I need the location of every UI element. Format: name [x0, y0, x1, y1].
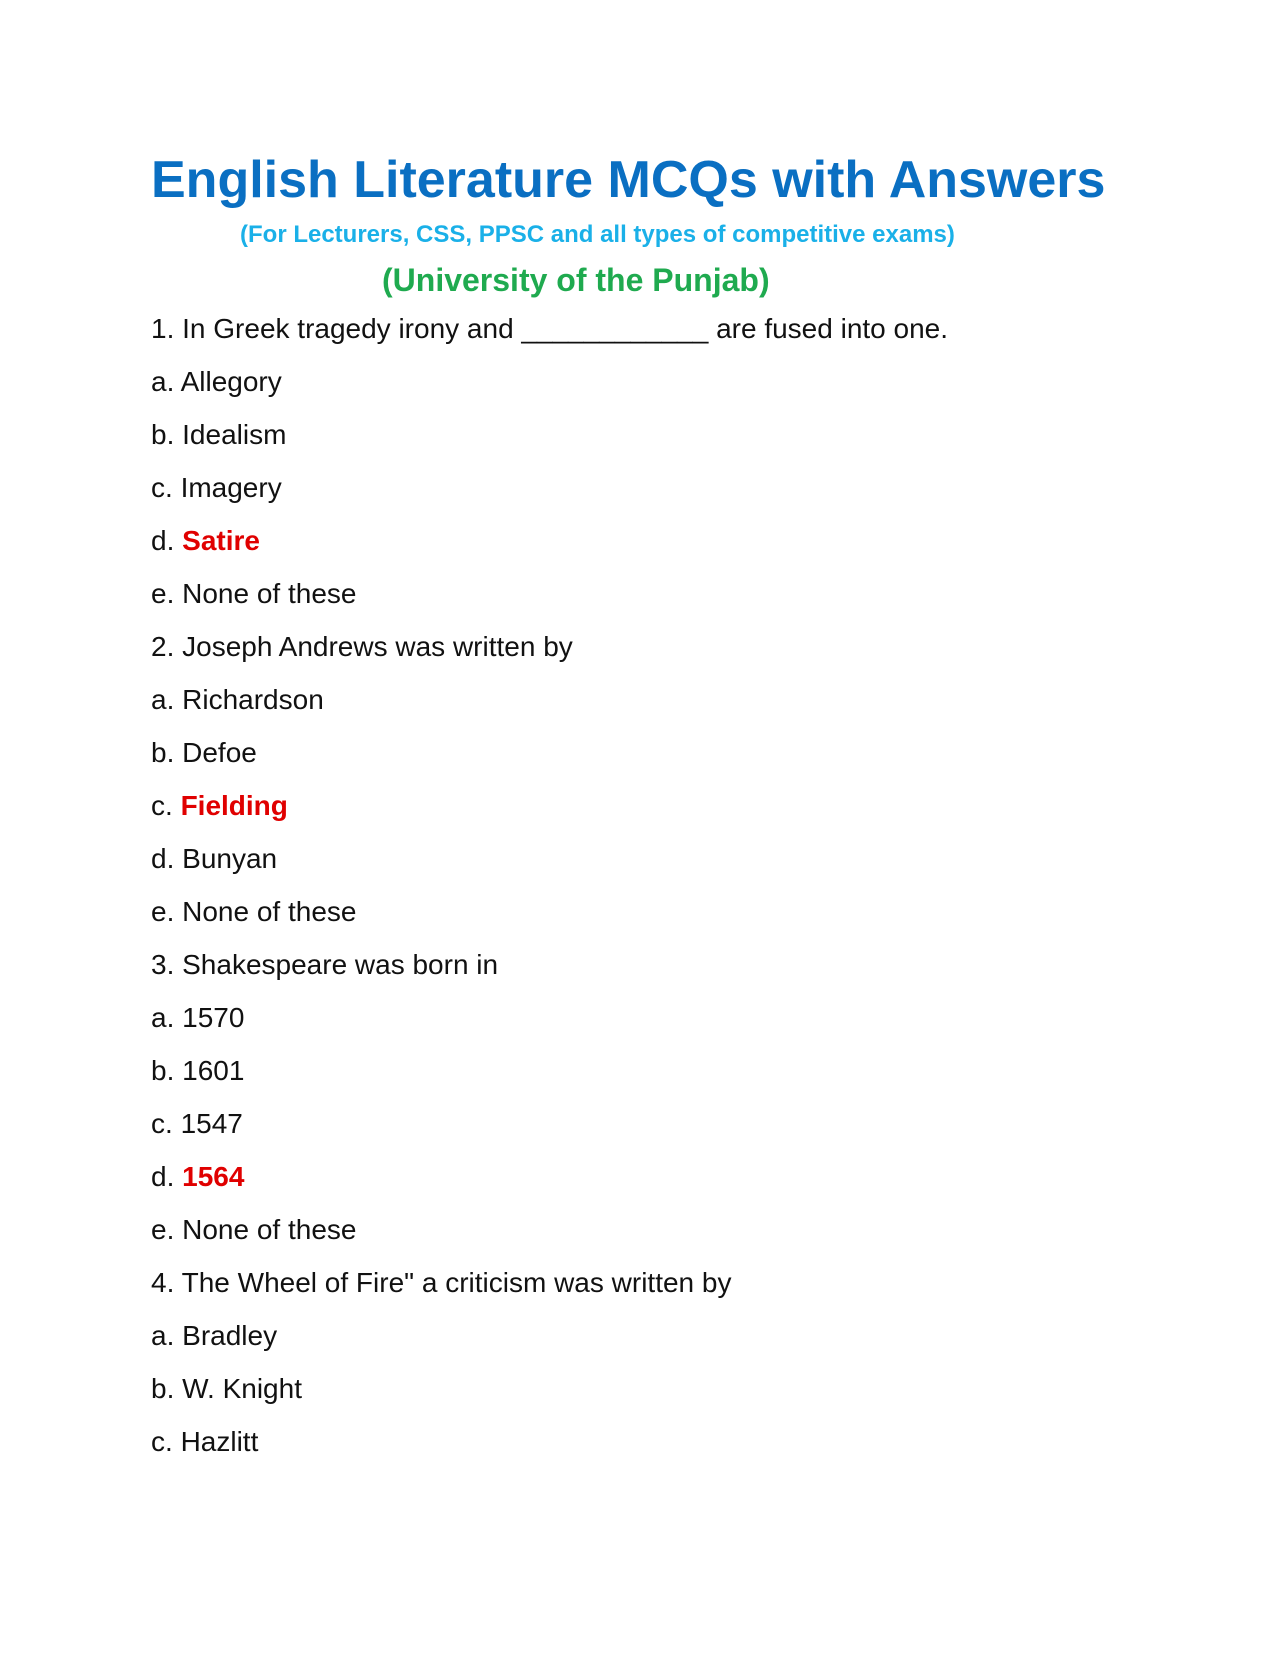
option-text: Defoe	[182, 737, 257, 768]
option-item	[151, 885, 1151, 938]
option-letter: b.	[151, 1373, 175, 1404]
option-letter: c.	[151, 1108, 173, 1139]
option-text: Bunyan	[182, 843, 278, 874]
option-item	[151, 832, 1151, 885]
correct-answer: 1564	[182, 1161, 245, 1192]
option-item	[151, 408, 1151, 461]
option-text: Allegory	[180, 366, 282, 397]
option-item-correct	[151, 1150, 1151, 1203]
correct-answer: Satire	[182, 525, 260, 556]
question-text: 2. Joseph Andrews was written by	[151, 631, 573, 662]
option-letter: b.	[151, 737, 175, 768]
option-item	[151, 673, 1151, 726]
option-letter: e.	[151, 1214, 175, 1245]
option-letter: a.	[151, 1320, 175, 1351]
document-page	[151, 142, 1151, 1468]
option-letter: d.	[151, 1161, 175, 1192]
option-letter: a.	[151, 684, 175, 715]
option-item	[151, 991, 1151, 1044]
option-text: None of these	[182, 1214, 357, 1245]
option-text: Idealism	[182, 419, 287, 450]
option-item	[151, 1203, 1151, 1256]
option-letter: c.	[151, 790, 173, 821]
option-text: 1570	[182, 1002, 245, 1033]
option-letter: c.	[151, 472, 173, 503]
option-letter: b.	[151, 1055, 175, 1086]
option-letter: d.	[151, 525, 175, 556]
option-item	[151, 355, 1151, 408]
document-subtitle: (For Lecturers, CSS, PPSC and all types of competitive exams)	[240, 221, 955, 248]
option-text: None of these	[182, 896, 357, 927]
option-item	[151, 461, 1151, 514]
option-item-correct	[151, 514, 1151, 567]
option-text: 1601	[182, 1055, 245, 1086]
option-item	[151, 1415, 1151, 1468]
option-item	[151, 1044, 1151, 1097]
option-letter: a.	[151, 366, 175, 397]
option-item	[151, 1309, 1151, 1362]
option-text: 1547	[180, 1108, 243, 1139]
option-item-correct	[151, 779, 1151, 832]
option-item	[151, 1362, 1151, 1415]
option-letter: e.	[151, 896, 175, 927]
option-item	[151, 567, 1151, 620]
option-letter: c.	[151, 1426, 173, 1457]
option-letter: b.	[151, 419, 175, 450]
option-item	[151, 1097, 1151, 1150]
option-text: Bradley	[182, 1320, 278, 1351]
document-title: English Literature MCQs with Answers	[151, 151, 1106, 209]
question-text: 4. The Wheel of Fire" a criticism was written by	[151, 1267, 732, 1298]
institution-heading: (University of the Punjab)	[382, 262, 770, 298]
option-item	[151, 726, 1151, 779]
correct-answer: Fielding	[180, 790, 288, 821]
option-letter: a.	[151, 1002, 175, 1033]
option-letter: e.	[151, 578, 175, 609]
option-text: None of these	[182, 578, 357, 609]
option-text: Richardson	[182, 684, 324, 715]
option-letter: d.	[151, 843, 175, 874]
option-text: Hazlitt	[180, 1426, 259, 1457]
option-text: Imagery	[180, 472, 282, 503]
question-text: 1. In Greek tragedy irony and ____________ are fused into one.	[151, 313, 949, 344]
question-text: 3. Shakespeare was born in	[151, 949, 499, 980]
question-list	[151, 302, 1151, 1468]
option-text: W. Knight	[182, 1373, 302, 1404]
